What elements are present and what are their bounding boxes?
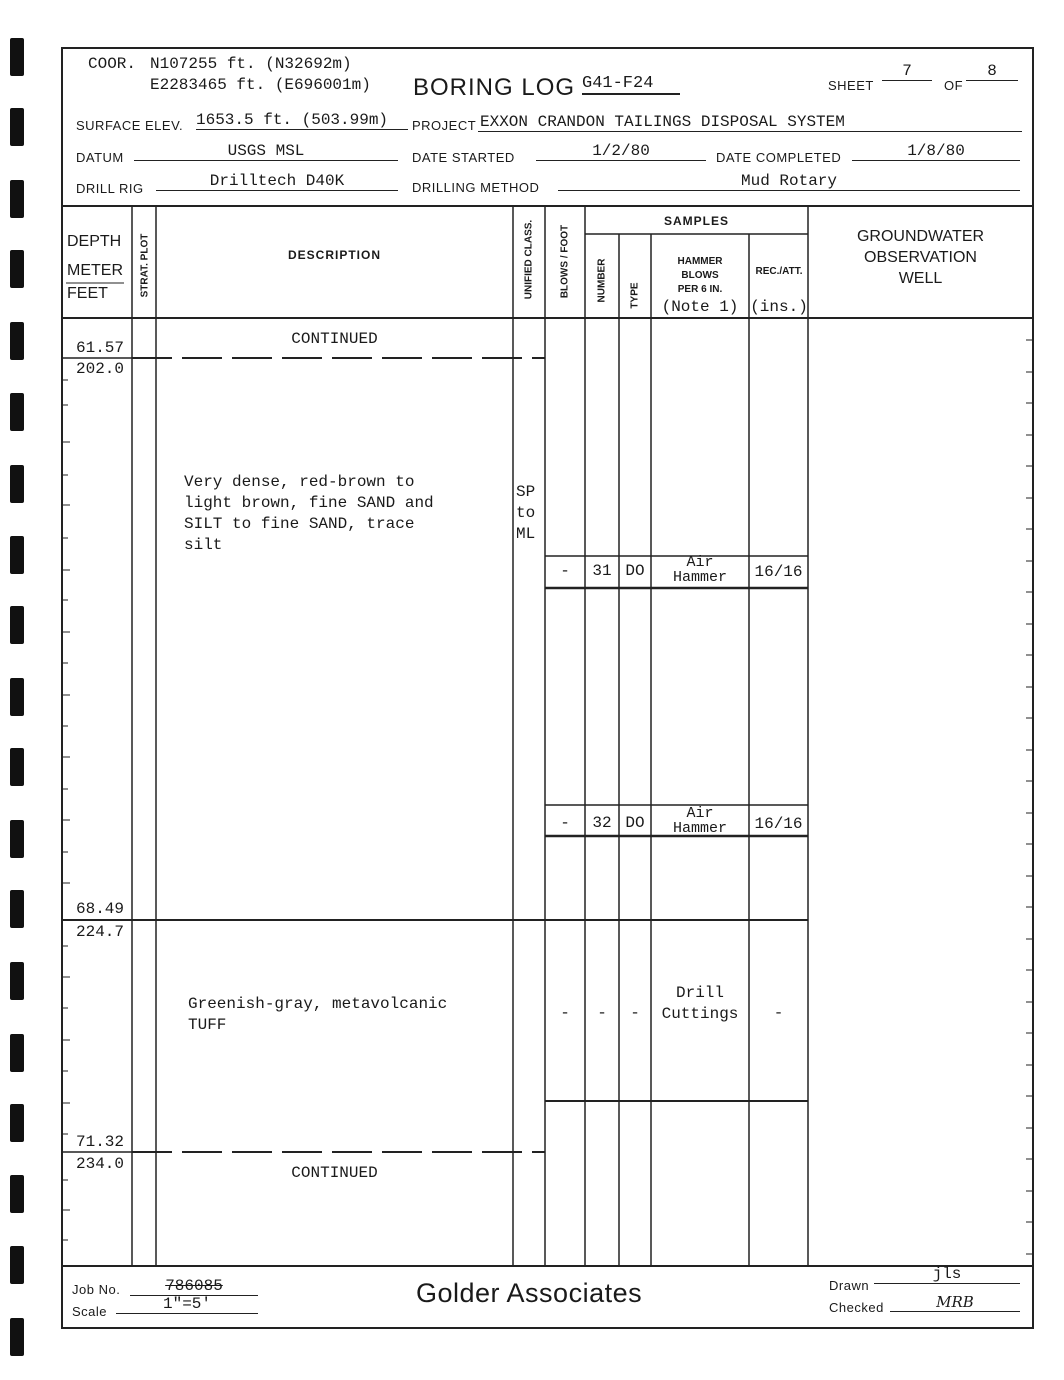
rec-att-header: REC./ATT.	[755, 266, 803, 277]
top-depth-meters: 61.57	[76, 339, 125, 357]
sample-number: 32	[592, 814, 612, 832]
top-depth-feet: 202.0	[76, 360, 125, 378]
scale-label: Scale	[72, 1304, 108, 1319]
sheet-number: 7	[882, 62, 932, 81]
continued-top: CONTINUED	[291, 330, 378, 348]
project-name: EXXON CRANDON TAILINGS DISPOSAL SYSTEM	[478, 113, 1022, 132]
sample-hammer: Air Hammer	[672, 805, 727, 837]
checked-by: MRB	[890, 1293, 1020, 1312]
unified-class-header: UNIFIED CLASS.	[523, 219, 535, 300]
description-header: DESCRIPTION	[287, 248, 381, 262]
mid-depth-feet: 224.7	[76, 923, 125, 941]
sample-type: DO	[625, 814, 645, 832]
sheet-label: SHEET	[828, 78, 874, 93]
log-id: G41-F24	[582, 74, 680, 95]
hammer-header-line3: PER 6 IN.	[677, 284, 723, 295]
strat-plot-header: STRAT. PLOT	[139, 233, 151, 298]
date-completed-label: DATE COMPLETED	[716, 150, 842, 165]
company-name: Golder Associates	[416, 1278, 643, 1308]
blows-foot-header: BLOWS / FOOT	[559, 224, 571, 299]
job-number-label: Job No.	[72, 1282, 121, 1297]
groundwater-header-line3: WELL	[898, 270, 943, 287]
of-label: OF	[944, 78, 964, 93]
layer-1-class: SP to ML	[516, 483, 536, 543]
bottom-depth-feet: 234.0	[76, 1155, 125, 1173]
type-header: TYPE	[629, 282, 641, 309]
groundwater-header-line1: GROUNDWATER	[856, 228, 985, 245]
layer-2-recovery: -	[773, 1004, 784, 1022]
datum: USGS MSL	[134, 142, 398, 161]
project-label: PROJECT	[412, 118, 477, 133]
bottom-depth-meters: 71.32	[76, 1133, 125, 1151]
groundwater-header-line2: OBSERVATION	[864, 249, 977, 266]
layer-2-blows: -	[560, 1004, 570, 1022]
sample-number: 31	[592, 562, 612, 580]
surface-elev: 1653.5 ft. (503.99m)	[196, 111, 408, 130]
page-title: BORING LOG	[413, 74, 576, 101]
sample-recovery: 16/16	[754, 815, 803, 833]
hammer-header-line1: HAMMER	[677, 256, 723, 267]
layer-2-description: Greenish-gray, metavolcanic TUFF	[188, 995, 448, 1034]
drilling-method-label: DRILLING METHOD	[412, 180, 540, 195]
sheet-total: 8	[966, 62, 1018, 81]
layer-2-sample: Drill Cuttings	[661, 984, 739, 1023]
coor-label: COOR.	[88, 55, 137, 73]
continued-bottom: CONTINUED	[291, 1164, 378, 1182]
layer-2-type: -	[630, 1004, 640, 1022]
datum-label: DATUM	[76, 150, 124, 165]
hammer-header-line2: BLOWS	[681, 270, 719, 281]
checked-label: Checked	[829, 1300, 884, 1315]
drilling-method: Mud Rotary	[558, 172, 1020, 191]
number-header: NUMBER	[596, 258, 608, 303]
date-completed: 1/8/80	[852, 142, 1020, 161]
mid-depth-meters: 68.49	[76, 900, 125, 918]
sample-recovery: 16/16	[754, 563, 803, 581]
coor-north: N107255 ft. (N32692m)	[150, 55, 352, 73]
drill-rig-label: DRILL RIG	[76, 181, 144, 196]
sample-blows: -	[560, 562, 570, 580]
drawn-by: jls	[874, 1265, 1020, 1284]
feet-header: FEET	[67, 285, 108, 302]
date-started-label: DATE STARTED	[412, 150, 515, 165]
samples-header: SAMPLES	[663, 214, 729, 228]
job-number: 786085	[130, 1277, 258, 1296]
sample-type: DO	[625, 562, 645, 580]
date-started: 1/2/80	[536, 142, 706, 161]
drill-rig: Drilltech D40K	[156, 172, 398, 191]
layer-2-number: -	[597, 1004, 607, 1022]
surface-elev-label: SURFACE ELEV.	[76, 118, 184, 133]
depth-header: DEPTH	[67, 233, 122, 250]
coor-east: E2283465 ft. (E696001m)	[150, 76, 371, 94]
sample-blows: -	[560, 814, 570, 832]
sample-hammer: Air Hammer	[672, 554, 727, 586]
drawn-label: Drawn	[829, 1278, 870, 1293]
meter-header: METER	[67, 262, 123, 279]
rec-units: (ins.)	[750, 298, 808, 316]
hammer-note: (Note 1)	[661, 298, 739, 316]
scale: 1"=5'	[116, 1295, 258, 1314]
layer-1-description: Very dense, red-brown to light brown, fine SAND and SILT to fine SAND, trace silt	[184, 473, 434, 554]
